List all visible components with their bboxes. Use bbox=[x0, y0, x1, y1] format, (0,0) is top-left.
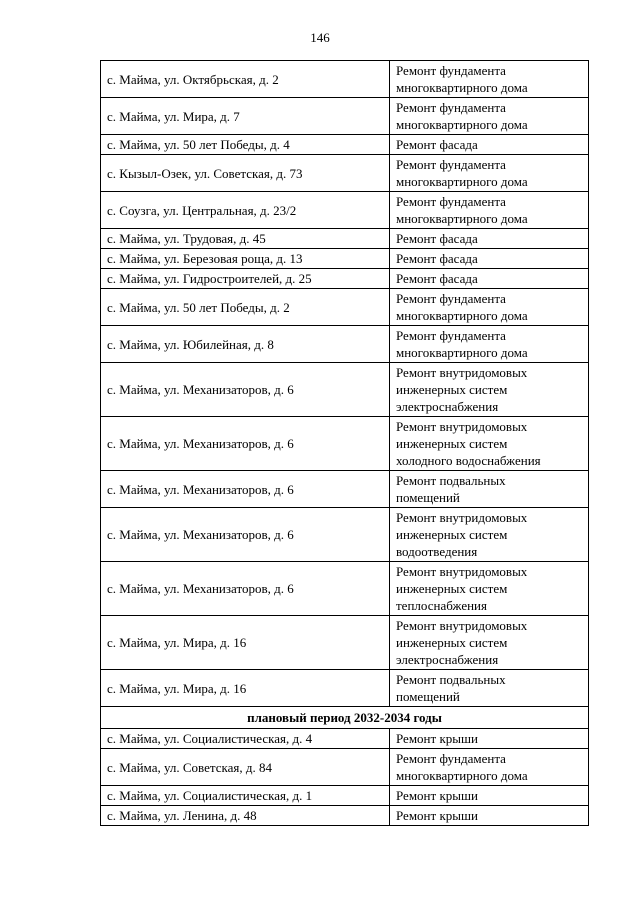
work-type-cell bbox=[390, 326, 589, 363]
work-type-line: Ремонт фундамента bbox=[396, 328, 506, 343]
address-cell: с. Майма, ул. Механизаторов, д. 6 bbox=[101, 508, 390, 562]
table-row bbox=[101, 269, 589, 289]
table-row bbox=[101, 61, 589, 98]
table-row bbox=[101, 135, 589, 155]
work-type-cell bbox=[390, 98, 589, 135]
address-cell: с. Майма, ул. Мира, д. 16 bbox=[101, 670, 390, 707]
address-cell: с. Майма, ул. Механизаторов, д. 6 bbox=[101, 363, 390, 417]
work-type-line: Ремонт фундамента bbox=[396, 291, 506, 306]
work-type-cell bbox=[390, 229, 589, 249]
address-cell: с. Майма, ул. Советская, д. 84 bbox=[101, 749, 390, 786]
work-type-cell bbox=[390, 135, 589, 155]
work-type-line: инженерных систем bbox=[396, 436, 508, 451]
work-type-cell bbox=[390, 729, 589, 749]
work-type-cell bbox=[390, 192, 589, 229]
work-type-line: Ремонт внутридомовых bbox=[396, 365, 528, 380]
work-type-line: многоквартирного дома bbox=[396, 211, 528, 226]
address-cell: с. Майма, ул. Социалистическая, д. 1 bbox=[101, 786, 390, 806]
work-type-line: Ремонт крыши bbox=[396, 731, 478, 746]
address-cell: с. Майма, ул. Березовая роща, д. 13 bbox=[101, 249, 390, 269]
work-type-line: многоквартирного дома bbox=[396, 174, 528, 189]
table-row bbox=[101, 155, 589, 192]
work-type-cell bbox=[390, 786, 589, 806]
page-number: 146 bbox=[310, 30, 330, 45]
address-cell: с. Соузга, ул. Центральная, д. 23/2 bbox=[101, 192, 390, 229]
table-row bbox=[101, 417, 589, 471]
work-type-cell bbox=[390, 289, 589, 326]
work-type-line: Ремонт фундамента bbox=[396, 63, 506, 78]
work-type-line: многоквартирного дома bbox=[396, 308, 528, 323]
table-row bbox=[101, 508, 589, 562]
work-type-line: Ремонт крыши bbox=[396, 808, 478, 823]
work-type-cell bbox=[390, 749, 589, 786]
address-cell: с. Майма, ул. 50 лет Победы, д. 4 bbox=[101, 135, 390, 155]
work-type-line: электроснабжения bbox=[396, 652, 499, 667]
table-row bbox=[101, 616, 589, 670]
address-cell: с. Майма, ул. Механизаторов, д. 6 bbox=[101, 562, 390, 616]
work-type-line: Ремонт фасада bbox=[396, 137, 478, 152]
work-type-line: водоотведения bbox=[396, 544, 478, 559]
table-row bbox=[101, 562, 589, 616]
address-cell: с. Майма, ул. Юбилейная, д. 8 bbox=[101, 326, 390, 363]
table-row bbox=[101, 786, 589, 806]
section-row bbox=[101, 707, 589, 729]
work-type-line: инженерных систем bbox=[396, 635, 508, 650]
table-row bbox=[101, 670, 589, 707]
table-row bbox=[101, 249, 589, 269]
address-cell: с. Майма, ул. Трудовая, д. 45 bbox=[101, 229, 390, 249]
table-row bbox=[101, 229, 589, 249]
work-type-cell bbox=[390, 616, 589, 670]
table-row bbox=[101, 749, 589, 786]
work-type-line: многоквартирного дома bbox=[396, 117, 528, 132]
work-type-line: Ремонт внутридомовых bbox=[396, 510, 528, 525]
work-type-line: Ремонт фасада bbox=[396, 231, 478, 246]
table-row bbox=[101, 471, 589, 508]
address-cell: с. Майма, ул. Механизаторов, д. 6 bbox=[101, 417, 390, 471]
table-body bbox=[101, 61, 589, 826]
work-type-line: Ремонт фундамента bbox=[396, 100, 506, 115]
section-title: плановый период 2032-2034 годы bbox=[101, 707, 589, 729]
work-type-cell bbox=[390, 670, 589, 707]
address-cell: с. Майма, ул. Мира, д. 7 bbox=[101, 98, 390, 135]
table-row bbox=[101, 806, 589, 826]
work-type-line: Ремонт внутридомовых bbox=[396, 419, 528, 434]
table-row bbox=[101, 98, 589, 135]
work-type-cell bbox=[390, 61, 589, 98]
work-type-line: Ремонт фундамента bbox=[396, 751, 506, 766]
work-type-line: многоквартирного дома bbox=[396, 345, 528, 360]
address-cell: с. Майма, ул. Гидростроителей, д. 25 bbox=[101, 269, 390, 289]
work-type-line: Ремонт внутридомовых bbox=[396, 618, 528, 633]
work-type-line: инженерных систем bbox=[396, 527, 508, 542]
address-cell: с. Кызыл-Озек, ул. Советская, д. 73 bbox=[101, 155, 390, 192]
table-row bbox=[101, 289, 589, 326]
work-type-cell bbox=[390, 269, 589, 289]
work-type-line: инженерных систем bbox=[396, 581, 508, 596]
work-type-cell bbox=[390, 508, 589, 562]
work-type-cell bbox=[390, 363, 589, 417]
work-type-line: Ремонт крыши bbox=[396, 788, 478, 803]
work-type-line: Ремонт фасада bbox=[396, 271, 478, 286]
work-type-line: Ремонт фасада bbox=[396, 251, 478, 266]
work-type-line: многоквартирного дома bbox=[396, 80, 528, 95]
address-cell: с. Майма, ул. 50 лет Победы, д. 2 bbox=[101, 289, 390, 326]
work-type-line: Ремонт подвальных bbox=[396, 473, 506, 488]
address-cell: с. Майма, ул. Социалистическая, д. 4 bbox=[101, 729, 390, 749]
work-type-line: инженерных систем bbox=[396, 382, 508, 397]
work-type-cell bbox=[390, 417, 589, 471]
address-cell: с. Майма, ул. Мира, д. 16 bbox=[101, 616, 390, 670]
work-type-line: Ремонт подвальных bbox=[396, 672, 506, 687]
work-type-line: Ремонт фундамента bbox=[396, 194, 506, 209]
address-cell: с. Майма, ул. Ленина, д. 48 bbox=[101, 806, 390, 826]
work-type-cell bbox=[390, 155, 589, 192]
work-type-line: теплоснабжения bbox=[396, 598, 487, 613]
address-cell: с. Майма, ул. Октябрьская, д. 2 bbox=[101, 61, 390, 98]
table-row bbox=[101, 192, 589, 229]
work-type-line: помещений bbox=[396, 490, 460, 505]
work-type-line: электроснабжения bbox=[396, 399, 499, 414]
work-type-cell bbox=[390, 471, 589, 508]
repair-works-table bbox=[100, 60, 589, 826]
table-row bbox=[101, 326, 589, 363]
table-row bbox=[101, 363, 589, 417]
work-type-cell bbox=[390, 249, 589, 269]
work-type-line: Ремонт внутридомовых bbox=[396, 564, 528, 579]
work-type-cell bbox=[390, 562, 589, 616]
work-type-cell bbox=[390, 806, 589, 826]
work-type-line: помещений bbox=[396, 689, 460, 704]
work-type-line: холодного водоснабжения bbox=[396, 453, 541, 468]
table-row bbox=[101, 729, 589, 749]
work-type-line: многоквартирного дома bbox=[396, 768, 528, 783]
work-type-line: Ремонт фундамента bbox=[396, 157, 506, 172]
address-cell: с. Майма, ул. Механизаторов, д. 6 bbox=[101, 471, 390, 508]
